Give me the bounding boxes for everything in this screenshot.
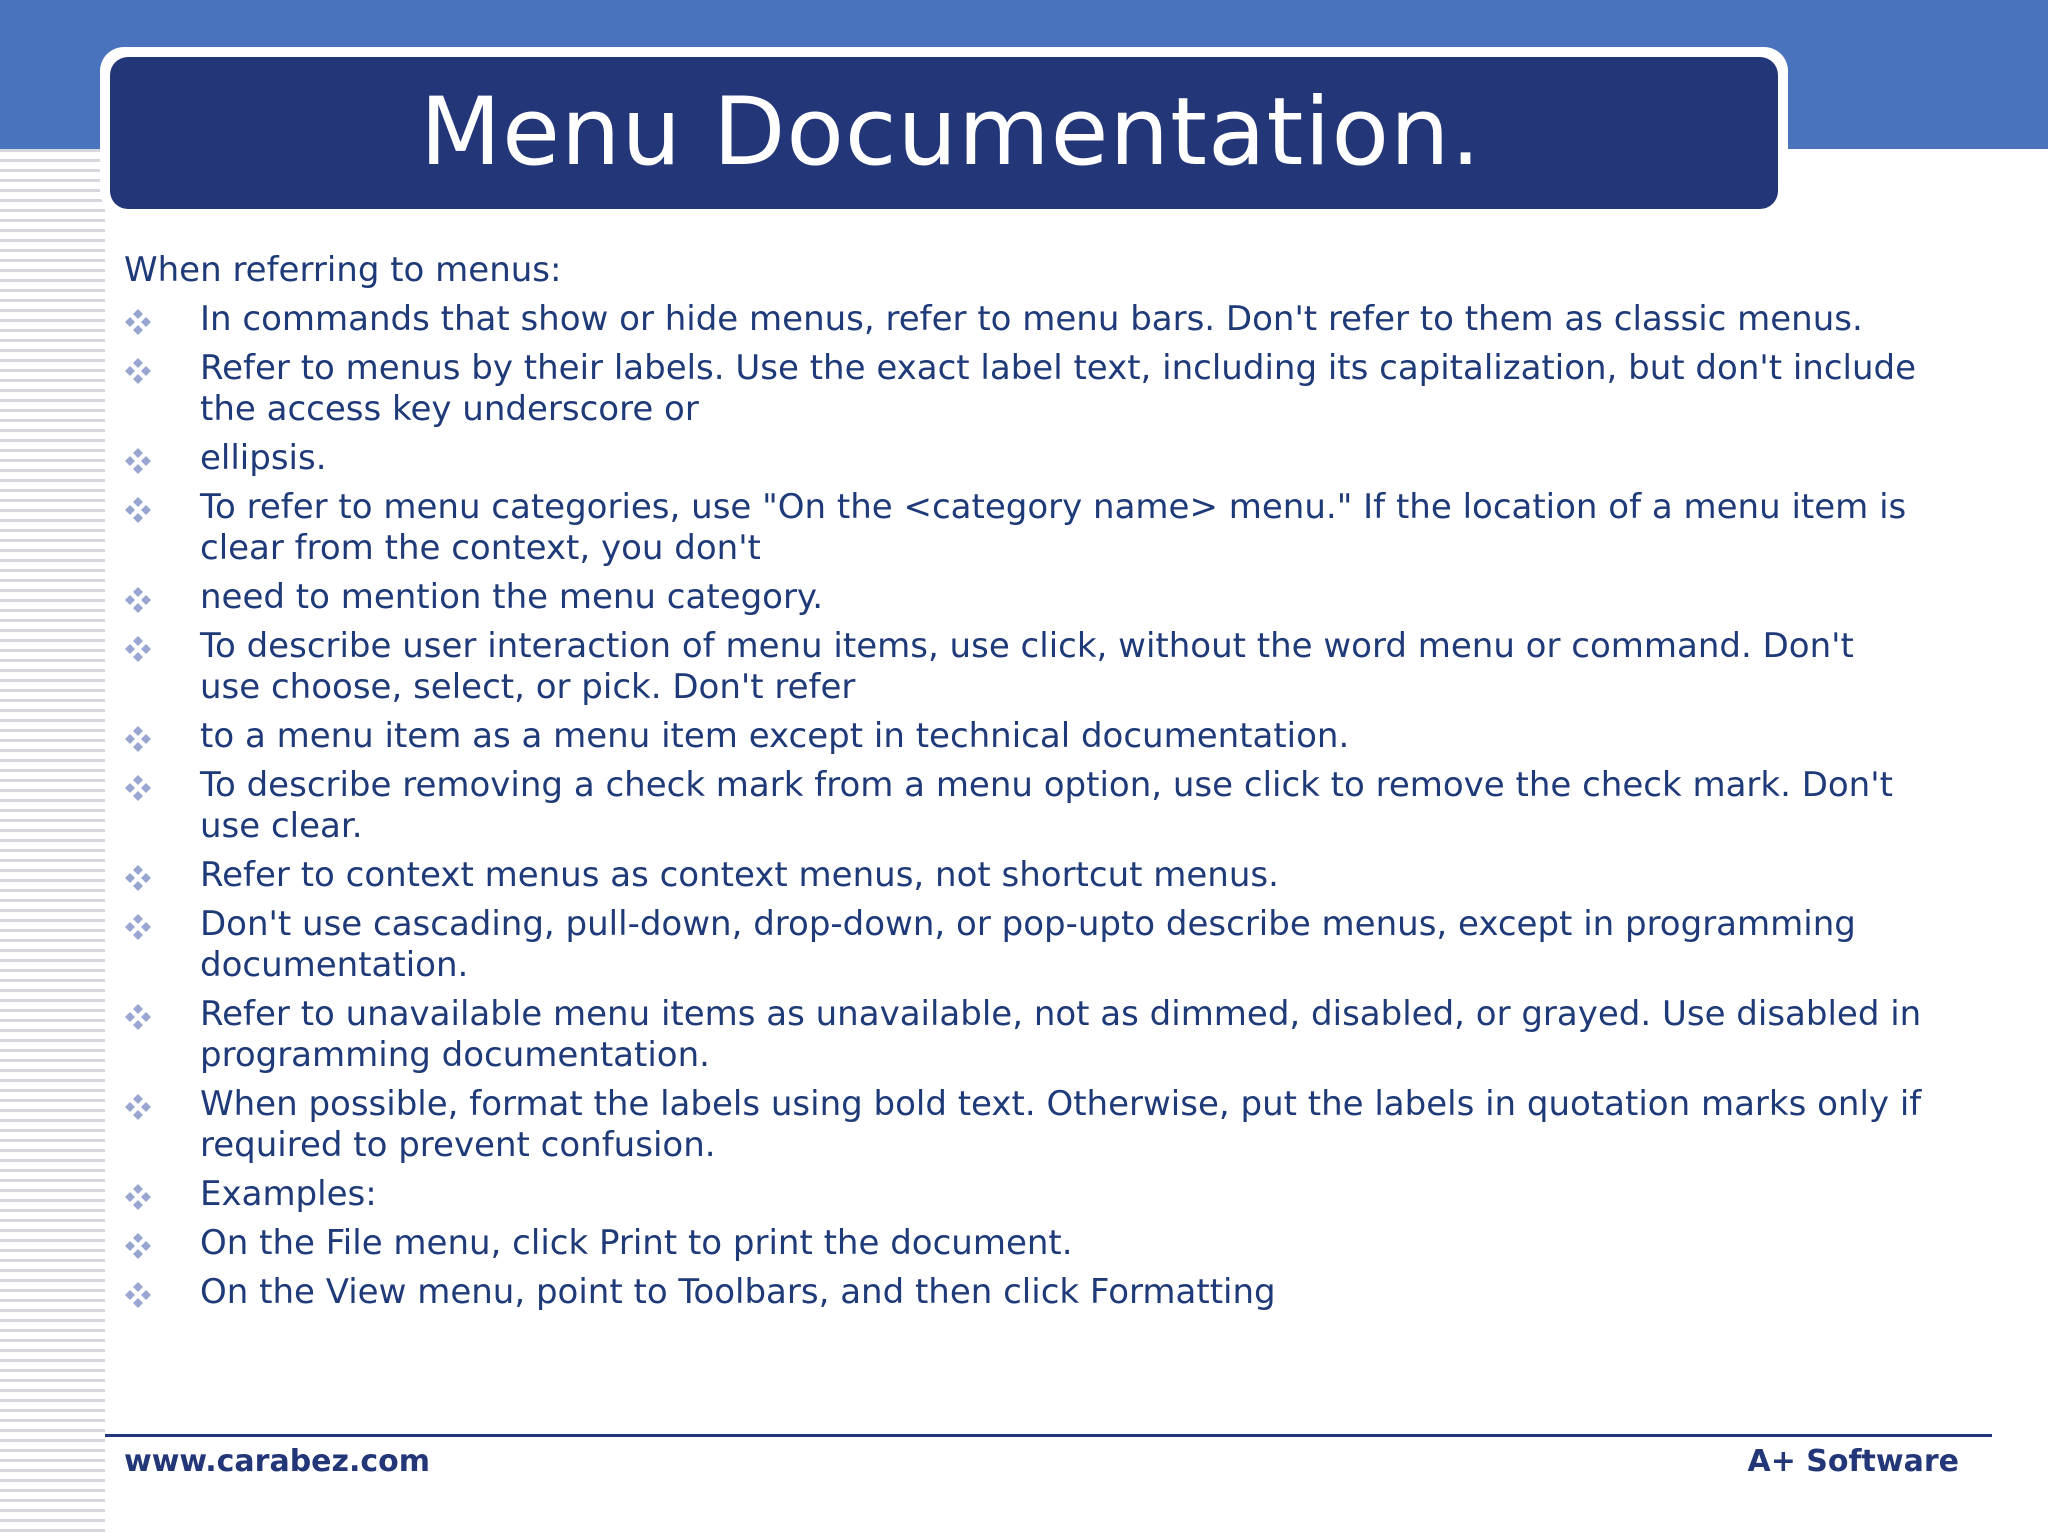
bullet-text: Examples: [200, 1174, 377, 1214]
four-diamond-bullet-icon [124, 1093, 152, 1121]
bullet-text: to a menu item as a menu item except in technical documentation. [200, 716, 1350, 756]
four-diamond-bullet-icon [124, 1232, 152, 1260]
bullet-text: Refer to context menus as context menus, not shortcut menus. [200, 855, 1279, 895]
four-diamond-bullet-icon [124, 586, 152, 614]
four-diamond-bullet-icon [124, 1183, 152, 1211]
bullet-item [124, 626, 1924, 708]
left-stripe-decoration [0, 149, 105, 1536]
bullet-item [124, 1084, 1924, 1166]
bullet-text: Don't use cascading, pull-down, drop-down, or pop-upto describe menus, except in programming documentation. [200, 904, 1856, 985]
bullet-text: To refer to menu categories, use "On the <category name> menu." If the location of a menu item is clear from the context, you don't [200, 487, 1907, 568]
bullet-text: To describe user interaction of menu items, use click, without the word menu or command. Don't use choose, select, or pick. Don't refer [200, 626, 1854, 707]
four-diamond-bullet-icon [124, 357, 152, 385]
footer-website: www.carabez.com [124, 1444, 431, 1479]
four-diamond-bullet-icon [124, 774, 152, 802]
bullet-item [124, 348, 1924, 430]
four-diamond-bullet-icon [124, 864, 152, 892]
footer-divider [105, 1434, 1992, 1437]
bullet-list [124, 299, 1924, 1313]
bullet-text: When possible, format the labels using bold text. Otherwise, put the labels in quotation marks only if required to prevent confusion. [200, 1084, 1922, 1165]
bullet-item [124, 487, 1924, 569]
four-diamond-bullet-icon [124, 725, 152, 753]
four-diamond-bullet-icon [124, 913, 152, 941]
four-diamond-bullet-icon [124, 1003, 152, 1031]
bullet-text: Refer to menus by their labels. Use the exact label text, including its capitalization, but don't include the access key underscore or [200, 348, 1917, 429]
footer-company: A+ Software [1747, 1444, 1959, 1479]
bullet-item [124, 904, 1924, 986]
bullet-text: To describe removing a check mark from a menu option, use click to remove the check mark. Don't use clear. [200, 765, 1893, 846]
bullet-item [124, 994, 1924, 1076]
bullet-text: Refer to unavailable menu items as unavailable, not as dimmed, disabled, or grayed. Use disabled in programming documentation. [200, 994, 1922, 1075]
four-diamond-bullet-icon [124, 496, 152, 524]
title-box [110, 57, 1778, 209]
slide-content [124, 250, 1924, 1321]
bullet-item [124, 577, 1924, 618]
bullet-item [124, 1272, 1924, 1313]
bullet-text: In commands that show or hide menus, refer to menu bars. Don't refer to them as classic menus. [200, 299, 1863, 339]
four-diamond-bullet-icon [124, 308, 152, 336]
bullet-item [124, 438, 1924, 479]
bullet-text: ellipsis. [200, 438, 327, 478]
four-diamond-bullet-icon [124, 1281, 152, 1309]
four-diamond-bullet-icon [124, 447, 152, 475]
slide-title: Menu Documentation. [420, 78, 1482, 187]
bullet-item [124, 1174, 1924, 1215]
four-diamond-bullet-icon [124, 635, 152, 663]
bullet-text: need to mention the menu category. [200, 577, 824, 617]
bullet-item [124, 1223, 1924, 1264]
bullet-item [124, 765, 1924, 847]
bullet-text: On the View menu, point to Toolbars, and then click Formatting [200, 1272, 1276, 1312]
bullet-item [124, 299, 1924, 340]
bullet-item [124, 716, 1924, 757]
intro-text: When referring to menus: [124, 250, 562, 290]
bullet-item [124, 855, 1924, 896]
bullet-text: On the File menu, click Print to print the document. [200, 1223, 1073, 1263]
